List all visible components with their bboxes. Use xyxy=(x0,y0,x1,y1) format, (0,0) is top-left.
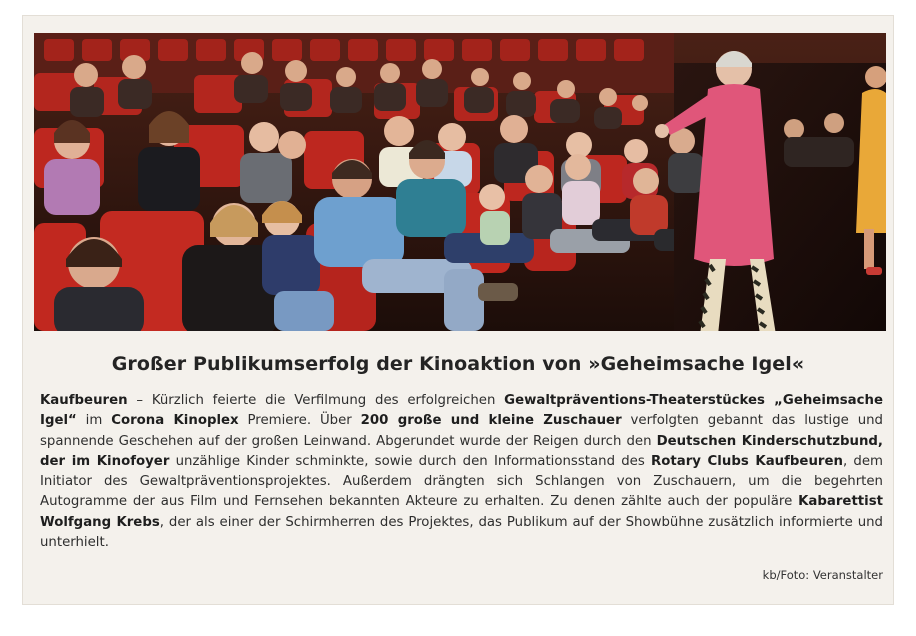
photo-credit: kb/Foto: Veranstalter xyxy=(762,568,883,582)
article-bold-run: Corona Kinoplex xyxy=(111,413,239,429)
article-text-run: im xyxy=(76,413,112,429)
article-bold-run: Gewaltpräventions-Theaterstückes „Geheimsache Igel“ xyxy=(40,393,883,429)
article-bold-run: Kabarettist Wolfgang Krebs xyxy=(40,494,883,530)
article-bold-run: 200 große und kleine Zuschauer xyxy=(360,413,622,429)
newspaper-clipping xyxy=(23,16,893,604)
article-bold-run: Rotary Clubs Kaufbeuren xyxy=(651,453,843,469)
article-text-run: , der als einer der Schirmherren des Projektes, das Publikum auf der Showbühne zusätzlich informierte und unterhielt. xyxy=(40,514,883,551)
article-body xyxy=(40,391,883,553)
article-headline: Großer Publikumserfolg der Kinoaktion von »Geheimsache Igel« xyxy=(111,353,805,375)
article-bold-run: Kaufbeuren xyxy=(40,393,128,408)
article-text-run: Premiere. Über xyxy=(238,413,361,429)
article-text-run: , dem Initiator des Gewaltpräventionsprojektes. Außerdem drängten sich Schlangen von Zuschauern, um die begehrten Autogramme der aus Film und Fernsehen bekannten Akteure zu erhalten. Zu denen zählte auch der populäre xyxy=(40,453,883,510)
article-text-run: – Kürzlich feierte die Verfilmung des erfolgreichen xyxy=(127,393,505,408)
article-text-run: verfolgten gebannt das lustige und spannende Geschehen auf der großen Leinwand. Abgerundet wurde der Reigen durch den xyxy=(40,413,883,449)
cinema-audience-illustration xyxy=(34,33,886,331)
article-bold-run: Deutschen Kinderschutzbund, der im Kinofoyer xyxy=(40,433,883,469)
article-photo xyxy=(34,33,886,331)
article-text-run: unzählige Kinder schminkte, sowie durch den Informationsstand des xyxy=(169,453,651,469)
